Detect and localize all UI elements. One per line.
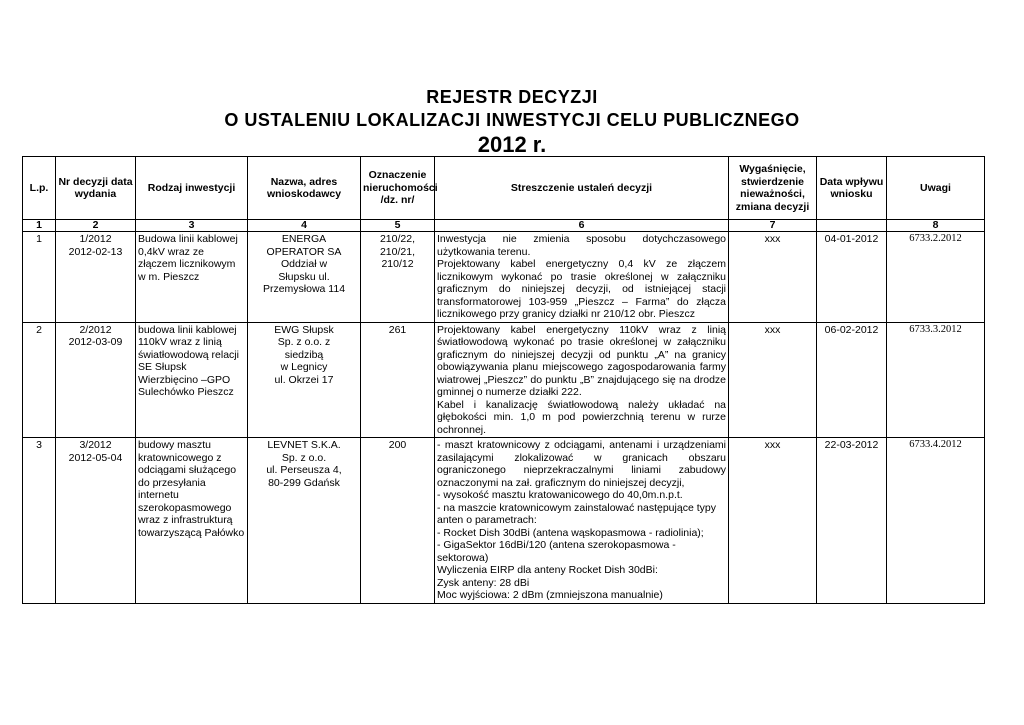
register-subtitle: O USTALENIU LOKALIZACJI INWESTYCJI CELU PUBLICZNEGO — [224, 110, 800, 130]
table-row — [23, 232, 985, 323]
applicant-line: Sp. z o.o. z — [277, 336, 331, 348]
decision-number: 2/2012 — [79, 323, 112, 336]
decision-number: 3/2012 — [79, 439, 112, 451]
applicant-line: LEVNET S.K.A. — [267, 439, 341, 451]
row-lp: 2 — [23, 322, 56, 438]
summary-paragraph: - na maszcie kratownicowym zainstalować następujące typy anten o parametrach: — [437, 501, 716, 526]
header-lp: L.p. — [23, 157, 56, 220]
row-applicant — [248, 232, 361, 323]
summary-paragraph: Kabel i kanalizację światłowodową należy układać na głębokości min. 1,0 m pod powierzchnią terenu w rurze ochronnej. — [437, 398, 726, 436]
header-expiry: Wygaśnięcie, stwierdzenie nieważności, zmiana decyzji — [729, 157, 817, 220]
row-property — [361, 438, 435, 604]
decision-date: 2012-05-04 — [68, 451, 123, 464]
row-applicant — [248, 322, 361, 438]
column-number — [817, 220, 887, 232]
summary-paragraph: - Rocket Dish 30dBi (antena wąskopasmowa - radiolinia); — [437, 526, 704, 539]
applicant-line: ul. Okrzei 17 — [274, 373, 334, 386]
applicant-line: Oddział w — [280, 258, 328, 270]
register-title: REJESTR DECYZJI — [426, 87, 598, 107]
summary-paragraph: Inwestycja nie zmienia sposobu dotychczasowego użytkowania terenu. — [437, 233, 726, 258]
summary-paragraph: - maszt kratownicowy z odciągami, antenami i urządzeniami zasilającymi zlokalizować w granicach obszaru ograniczonego nieprzekraczalnymi liniami zabudowy oznaczonymi na zał. graficznym do niniejszej decyzji, — [437, 439, 726, 489]
header-investment-type: Rodzaj inwestycji — [136, 157, 248, 220]
applicant-line: OPERATOR SA — [266, 245, 342, 258]
row-investment-type: Budowa linii kablowej 0,4kV wraz ze złączem licznikowym w m. Pieszcz — [136, 232, 248, 323]
row-summary — [435, 322, 729, 438]
column-number: 1 — [23, 220, 56, 232]
column-number: 3 — [136, 220, 248, 232]
plot-number: 210/12 — [381, 258, 414, 270]
row-receipt-date: 22-03-2012 — [817, 438, 887, 604]
row-investment-type: budowy masztu kratownicowego z odciągami służącego do przesyłania internetu szerokopasmowego wraz z infrastrukturą towarzyszącą Pałówko — [136, 438, 248, 604]
column-number-row — [23, 220, 985, 232]
row-summary — [435, 232, 729, 323]
plot-number: 200 — [388, 439, 407, 451]
column-number: 7 — [729, 220, 817, 232]
summary-paragraph: - wysokość masztu kratowanicowego do 40,0m.n.p.t. — [437, 489, 683, 501]
header-row — [23, 157, 985, 220]
decision-register-table — [22, 156, 985, 604]
applicant-line: Przemysłowa 114 — [262, 283, 346, 295]
applicant-line: Słupsku ul. — [278, 270, 330, 283]
summary-paragraph: Projektowany kabel energetyczny 0,4 kV ze złączem licznikowym wykonać po trasie określonej w załączniku graficznym do niniejszej decyzji, od istniejącej stacji transformatorowej 103-959 „Pieszcz – Farma” do złącza licznikowego przy granicy działki nr 210/12 obr. Pieszcz — [437, 258, 726, 320]
row-notes: 6733.3.2012 — [887, 322, 985, 438]
header-notes: Uwagi — [887, 157, 985, 220]
summary-paragraph: - GigaSektor 16dBi/120 (antena szerokopasmowa - sektorowa) — [437, 539, 676, 564]
applicant-line: ENERGA — [281, 233, 327, 245]
plot-number: 261 — [388, 323, 407, 336]
row-summary — [435, 438, 729, 604]
row-investment-type: budowa linii kablowej 110kV wraz z linią światłowodową relacji SE Słupsk Wierzbięcino –GPO Sulechówko Pieszcz — [136, 322, 248, 438]
row-lp: 3 — [23, 438, 56, 604]
summary-paragraph: Projektowany kabel energetyczny 110kV wraz z linią światłowodową wykonać po trasie określonej w załączniku graficznym do niniejszej decyzji od punktu „A” na granicy obowiązywania planu miejscowego zagospodarowania farmy wiatrowej „Pieszcz” do punktu „B” znajdującego się na drodze gminnej o numerze działki 222. — [437, 323, 726, 398]
applicant-line: 80-299 Gdańsk — [268, 476, 340, 489]
applicant-line: Sp. z o.o. — [281, 451, 327, 464]
row-receipt-date: 04-01-2012 — [817, 232, 887, 323]
plot-number: 210/21, — [379, 245, 416, 258]
header-decision-number: Nr decyzji data wydania — [56, 157, 136, 220]
summary-paragraph: Moc wyjściowa: 2 dBm (zmniejszona manualnie) — [437, 589, 663, 601]
column-number: 4 — [248, 220, 361, 232]
header-applicant: Nazwa, adres wnioskodawcy — [248, 157, 361, 220]
column-number: 5 — [361, 220, 435, 232]
row-expiry: xxx — [729, 438, 817, 604]
applicant-line: siedzibą — [284, 348, 324, 361]
row-notes: 6733.2.2012 — [887, 232, 985, 323]
summary-paragraph: Wyliczenia EIRP dla anteny Rocket Dish 30dBi: — [437, 564, 658, 576]
row-decision-number — [56, 232, 136, 323]
header-property: Oznaczenie nieruchomości /dz. nr/ — [361, 157, 435, 220]
row-notes: 6733.4.2012 — [887, 438, 985, 604]
decision-date: 2012-02-13 — [68, 245, 123, 258]
register-year: 2012 r. — [477, 132, 547, 157]
column-number: 2 — [56, 220, 136, 232]
row-property — [361, 322, 435, 438]
row-decision-number — [56, 438, 136, 604]
row-lp: 1 — [23, 232, 56, 323]
header-summary: Streszczenie ustaleń decyzji — [435, 157, 729, 220]
plot-number: 210/22, — [379, 233, 416, 245]
row-decision-number — [56, 322, 136, 438]
applicant-line: ul. Perseusza 4, — [266, 464, 342, 476]
column-number: 6 — [435, 220, 729, 232]
table-row — [23, 438, 985, 604]
row-applicant — [248, 438, 361, 604]
applicant-line: EWG Słupsk — [274, 323, 334, 336]
decision-number: 1/2012 — [79, 233, 112, 245]
applicant-line: w Legnicy — [280, 361, 328, 373]
row-receipt-date: 06-02-2012 — [817, 322, 887, 438]
header-receipt-date: Data wpływu wniosku — [817, 157, 887, 220]
row-property — [361, 232, 435, 323]
decision-date: 2012-03-09 — [68, 336, 123, 348]
table-row — [23, 322, 985, 438]
summary-paragraph: Zysk anteny: 28 dBi — [437, 576, 530, 589]
row-expiry: xxx — [729, 322, 817, 438]
row-expiry: xxx — [729, 232, 817, 323]
column-number: 8 — [887, 220, 985, 232]
